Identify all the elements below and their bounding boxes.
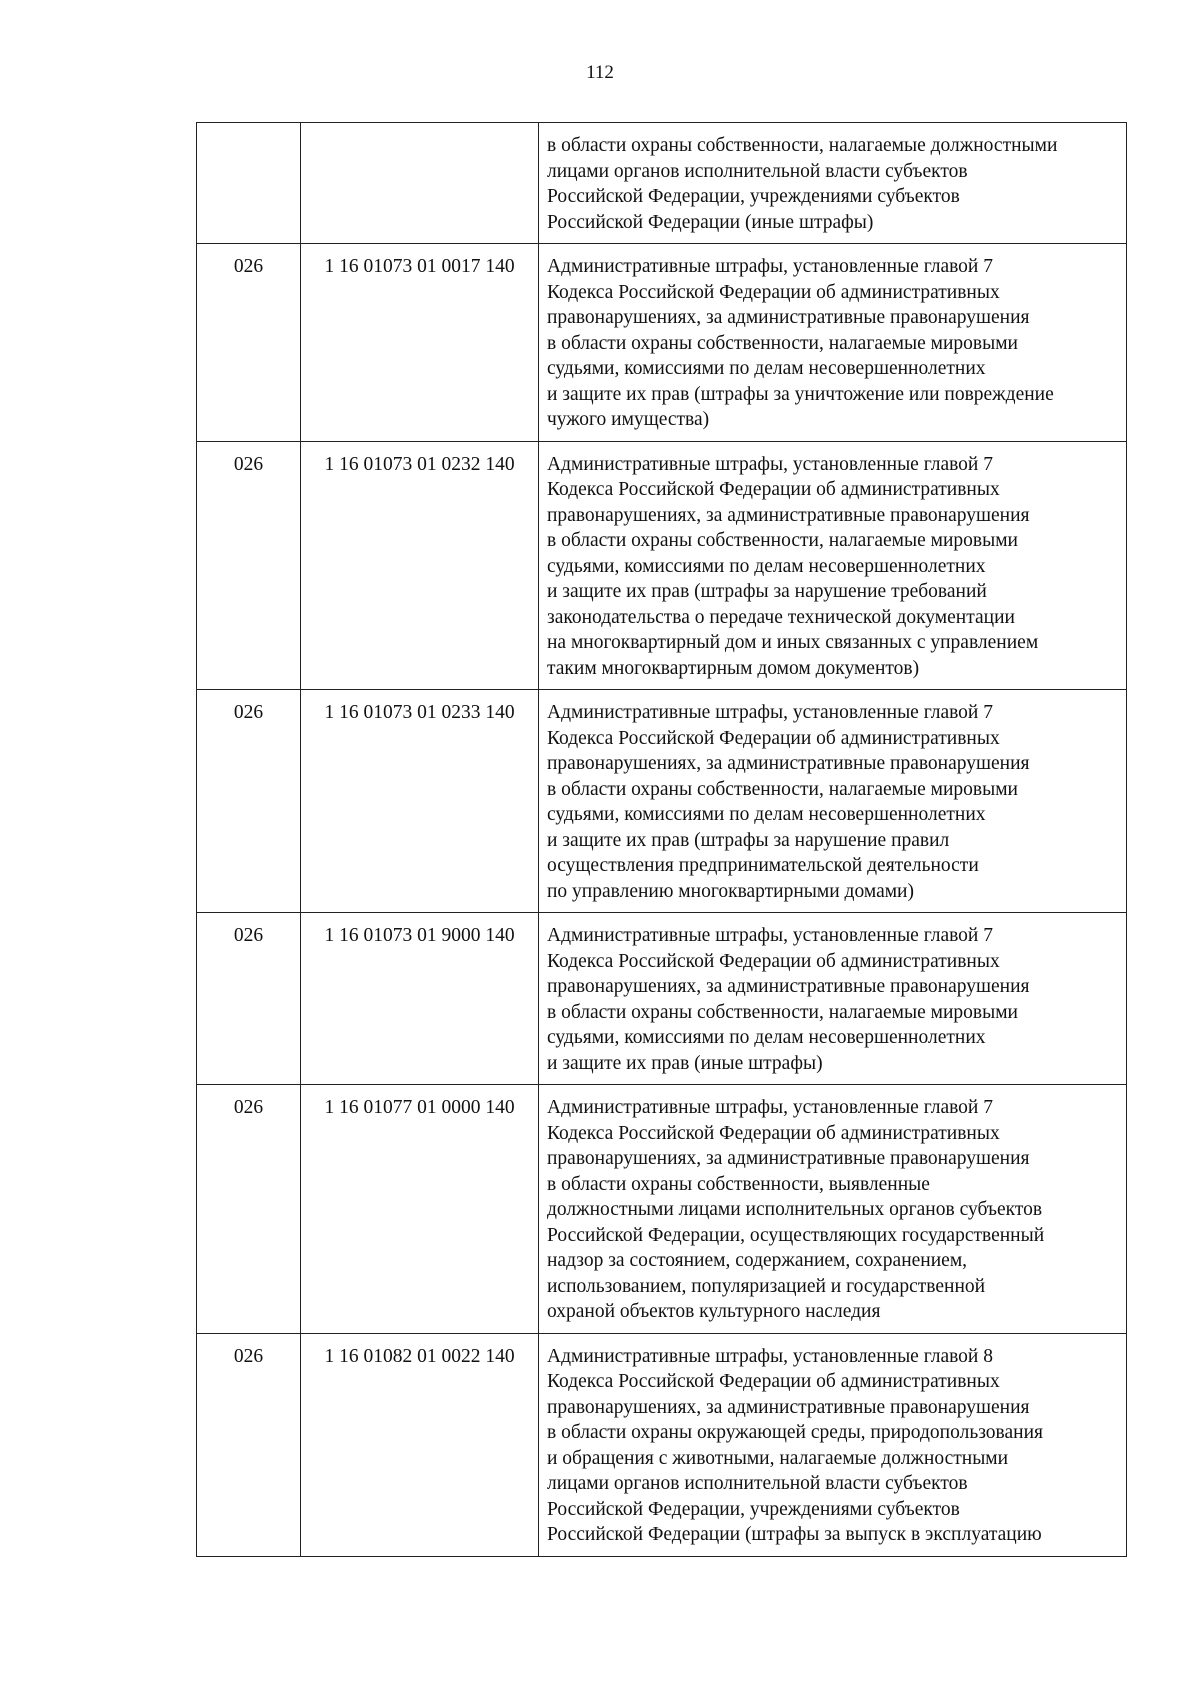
budget-classification-code-cell: 1 16 01073 01 0232 140: [301, 441, 539, 690]
budget-classification-code-cell: [301, 123, 539, 244]
budget-classification-code-cell: 1 16 01073 01 0017 140: [301, 244, 539, 442]
page-number: 112: [586, 62, 614, 83]
description-line: правонарушениях, за административные правонарушения: [547, 753, 1030, 774]
description-line: осуществления предпринимательской деятельности: [547, 855, 979, 876]
description-line: лицами органов исполнительной власти субъектов: [547, 1473, 968, 1494]
description-line: в области охраны собственности, выявленные: [547, 1173, 930, 1195]
description-line: правонарушениях, за административные правонарушения: [547, 504, 1030, 526]
description-line: должностными лицами исполнительных органов субъектов: [547, 1199, 1043, 1220]
table-row: [197, 690, 1127, 913]
description-line: и защите их прав (штрафы за нарушение требований: [547, 581, 987, 602]
description-line: судьями, комиссиями по делам несовершеннолетних: [547, 358, 986, 379]
budget-classification-code-cell: 1 16 01077 01 0000 140: [301, 1085, 539, 1334]
admin-code-cell: 026: [197, 1333, 301, 1556]
description-line: правонарушениях, за административные правонарушения: [547, 307, 1030, 328]
budget-codes-table: [196, 122, 1127, 1557]
description-line: Административные штрафы, установленные главой 7: [547, 1097, 993, 1118]
description-line: по управлению многоквартирными домами): [547, 880, 914, 902]
description-line: использованием, популяризацией и государственной: [547, 1275, 986, 1297]
description-line: в области охраны собственности, налагаемые должностными: [547, 135, 1058, 156]
budget-classification-code-cell: 1 16 01082 01 0022 140: [301, 1333, 539, 1556]
description-line: Административные штрафы, установленные главой 8: [547, 1345, 993, 1367]
description-line: в области охраны собственности, налагаемые мировыми: [547, 778, 1018, 800]
admin-code-cell: 026: [197, 1085, 301, 1334]
table-body: [197, 123, 1127, 1557]
description-line: Административные штрафы, установленные главой 7: [547, 453, 993, 475]
description-line: правонарушениях, за административные правонарушения: [547, 976, 1030, 997]
description-line: Кодекса Российской Федерации об административных: [547, 1122, 1000, 1144]
description-line: таким многоквартирным домом документов): [547, 657, 920, 679]
admin-code-cell: 026: [197, 913, 301, 1085]
description-line: правонарушениях, за административные правонарушения: [547, 1148, 1030, 1169]
description-line: Российской Федерации, учреждениями субъектов: [547, 1498, 960, 1520]
table-row: [197, 441, 1127, 690]
description-line: Кодекса Российской Федерации об административных: [547, 1371, 1000, 1392]
description-line: Кодекса Российской Федерации об административных: [547, 281, 1000, 303]
description-line: Российской Федерации, учреждениями субъектов: [547, 186, 960, 207]
description-line: судьями, комиссиями по делам несовершеннолетних: [547, 1027, 986, 1048]
budget-classification-code-cell: 1 16 01073 01 9000 140: [301, 913, 539, 1085]
description-line: в области охраны собственности, налагаемые мировыми: [547, 530, 1018, 551]
table-row: [197, 244, 1127, 442]
description-cell: [539, 1085, 1127, 1334]
description-line: судьями, комиссиями по делам несовершеннолетних: [547, 804, 986, 825]
description-line: чужого имущества): [547, 409, 710, 430]
description-line: на многоквартирный дом и иных связанных с управлением: [547, 632, 1039, 653]
admin-code-cell: 026: [197, 244, 301, 442]
description-line: в области охраны окружающей среды, природопользования: [547, 1422, 1044, 1443]
description-cell: [539, 244, 1127, 442]
description-line: Кодекса Российской Федерации об административных: [547, 950, 1000, 972]
admin-code-cell: 026: [197, 441, 301, 690]
description-line: и защите их прав (штрафы за уничтожение или повреждение: [547, 383, 1054, 405]
description-line: Административные штрафы, установленные главой 7: [547, 256, 993, 277]
description-line: Кодекса Российской Федерации об административных: [547, 727, 1000, 749]
description-line: и защите их прав (штрафы за нарушение правил: [547, 829, 950, 851]
description-cell: [539, 441, 1127, 690]
description-cell: [539, 1333, 1127, 1556]
description-line: Административные штрафы, установленные главой 7: [547, 702, 993, 723]
budget-classification-code-cell: 1 16 01073 01 0233 140: [301, 690, 539, 913]
description-line: и защите их прав (иные штрафы): [547, 1052, 823, 1074]
description-line: Административные штрафы, установленные главой 7: [547, 925, 993, 946]
description-line: правонарушениях, за административные правонарушения: [547, 1396, 1030, 1418]
description-line: в области охраны собственности, налагаемые мировыми: [547, 332, 1018, 354]
description-line: судьями, комиссиями по делам несовершеннолетних: [547, 555, 986, 577]
table-row: [197, 913, 1127, 1085]
description-cell: [539, 690, 1127, 913]
description-line: охраной объектов культурного наследия: [547, 1301, 881, 1322]
description-line: Кодекса Российской Федерации об административных: [547, 479, 1000, 500]
description-line: лицами органов исполнительной власти субъектов: [547, 160, 968, 182]
description-cell: [539, 913, 1127, 1085]
description-line: Российской Федерации (иные штрафы): [547, 211, 874, 233]
admin-code-cell: 026: [197, 690, 301, 913]
description-line: в области охраны собственности, налагаемые мировыми: [547, 1001, 1018, 1023]
description-cell: [539, 123, 1127, 244]
table-row: [197, 123, 1127, 244]
admin-code-cell: [197, 123, 301, 244]
description-line: Российской Федерации, осуществляющих государственный: [547, 1224, 1045, 1246]
description-line: Российской Федерации (штрафы за выпуск в эксплуатацию: [547, 1524, 1042, 1545]
description-line: и обращения с животными, налагаемые должностными: [547, 1447, 1009, 1469]
description-line: надзор за состоянием, содержанием, сохранением,: [547, 1250, 968, 1271]
table-row: [197, 1085, 1127, 1334]
table-row: [197, 1333, 1127, 1556]
description-line: законодательства о передаче технической документации: [547, 606, 1015, 628]
